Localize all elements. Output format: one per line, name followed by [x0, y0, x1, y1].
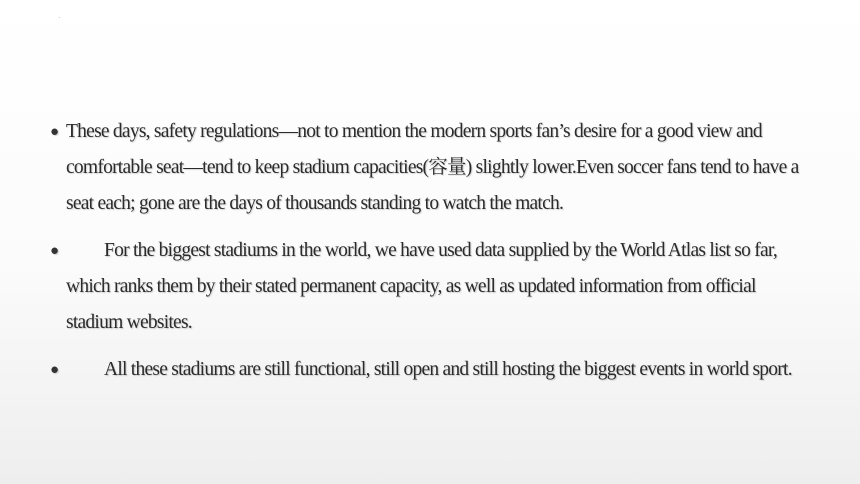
corner-mark: ·: [58, 14, 61, 22]
paragraph-text: For the biggest stadiums in the world, we have used data supplied by the World Atlas list so far, which ranks them by their stated permanent capacity, as well as updated information from official stadium websites.: [66, 240, 778, 333]
bullet-paragraph-functional: [50, 352, 815, 388]
bullet-list: [50, 114, 815, 388]
bullet-paragraph-safety: [50, 114, 815, 222]
bullet-paragraph-biggest-stadiums: [50, 233, 815, 341]
bullet-icon: ●: [50, 362, 59, 378]
bullet-icon: ●: [50, 243, 59, 259]
paragraph-text: These days, safety regulations—not to mention the modern sports fan’s desire for a good view and comfortable seat—tend to keep stadium capacities(容量) slightly lower.Even soccer fans tend to have a seat each; gone are the days of thousands standing to watch the match.: [66, 121, 799, 214]
bullet-icon: ●: [50, 124, 59, 140]
paragraph-text: All these stadiums are still functional, still open and still hosting the biggest events in world sport.: [104, 359, 792, 380]
